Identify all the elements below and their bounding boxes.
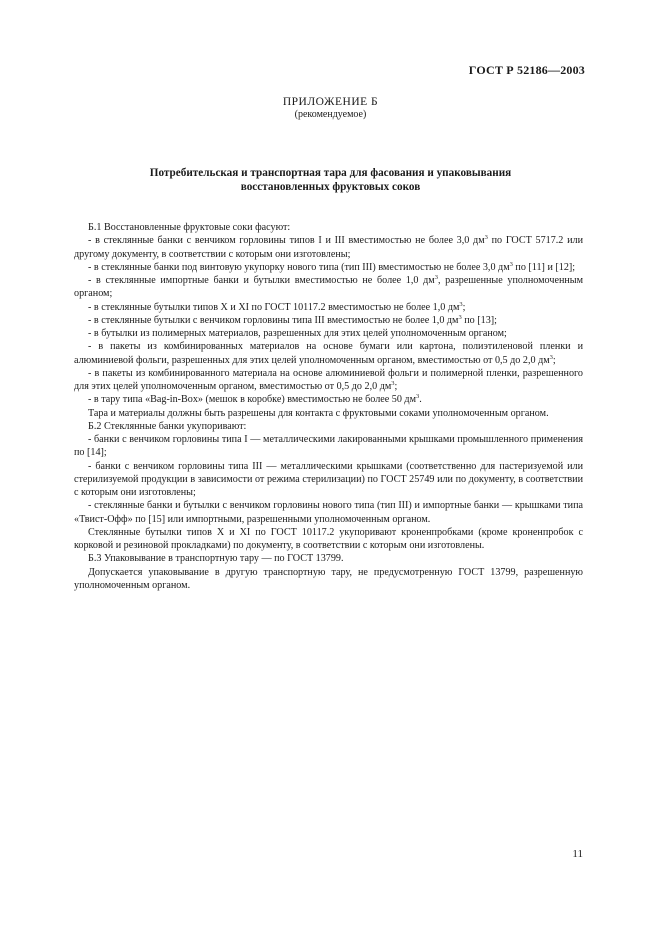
paragraph: Тара и материалы должны быть разрешены для контакта с фруктовыми соками уполномоченным органом. [88, 407, 549, 419]
paragraph: Допускается упаковывание в другую транспортную тару, не предусмотренную ГОСТ 13799, разрешенную уполномоченным органом. [74, 566, 583, 591]
document-body [74, 221, 583, 592]
section-title [0, 166, 661, 194]
paragraph: - банки с венчиком горловины типа III — металлическими крышками (соответственно для пастеризуемой или стерилизуемой продукции в зависимости от режима стерилизации) по ГОСТ 25749 или по документу, в соответствии с которым они изготовлены; [74, 460, 583, 498]
paragraph: - в пакеты из комбинированного материала на основе алюминиевой фольги и полимерной пленки, разрешенного для этих целей уполномоченным органом, вместимостью от 0,5 до 2,0 $дм^3$; [74, 367, 583, 392]
section-title-line-2: восстановленных фруктовых соков [240, 181, 421, 193]
paragraph: - в стеклянные бутылки типов X и XI по ГОСТ 10117.2 вместимостью не более 1,0 $дм^3$; [88, 300, 466, 313]
paragraph: Стеклянные бутылки типов X и XI по ГОСТ 10117.2 укупоривают кроненпробками (кроме кроненпробок с корковой и резиновой прокладками) по документу, в соответствии с которым они изготовлены. [74, 526, 583, 551]
paragraph: Б.2 Стеклянные банки укупоривают: [88, 420, 247, 432]
paragraph: - в стеклянные банки с венчиком горловины типов I и III вместимостью не более 3,0 $дм^3$ по ГОСТ 5717.2 или другому документу, в соответствии с которым они изготовлены; [74, 234, 583, 260]
paragraph: Б.1 Восстановленные фруктовые соки фасуют: [88, 222, 291, 233]
appendix-title: ПРИЛОЖЕНИЕ Б [282, 96, 379, 108]
document-id-header: ГОСТ Р 52186—2003 [468, 63, 585, 77]
section-title-line-1: Потребительская и транспортная тара для фасования и упаковывания [149, 167, 512, 179]
appendix-heading [0, 96, 661, 121]
paragraph: - банки с венчиком горловины типа I — металлическими лакированными крышками промышленного применения по [14]; [74, 434, 583, 459]
paragraph: - в стеклянные банки под винтовую укупорку нового типа (тип III) вместимостью не более 3,0 $дм^3$ по [11] и [12]; [88, 260, 576, 273]
paragraph: - стеклянные банки и бутылки с венчиком горловины нового типа (тип III) и импортные банки — крышками типа «Твист-Офф» по [15] или импортными, разрешенными уполномоченным органом. [74, 500, 583, 525]
paragraph: - в бутылки из полимерных материалов, разрешенных для этих целей уполномоченным органом; [88, 328, 507, 339]
paragraph: - в стеклянные импортные банки и бутылки вместимостью не более 1,0 $дм^3$, разрешенные уполномоченным органом; [74, 274, 583, 300]
page-number: 11 [572, 848, 583, 860]
paragraph: - в тару типа «Bag-in-Box» (мешок в коробке) вместимостью не более 50 $дм^3$. [88, 393, 422, 406]
appendix-subtitle: (рекомендуемое) [294, 109, 367, 120]
paragraph: - в стеклянные бутылки с венчиком горловины типа III вместимостью не более 1,0 $дм^3$ по [13]; [88, 313, 497, 326]
paragraph: Б.3 Упаковывание в транспортную тару — по ГОСТ 13799. [88, 553, 344, 565]
paragraph: - в пакеты из комбинированных материалов на основе бумаги или картона, полиэтиленовой пленки и алюминиевой фольги, разрешенных для этих целей уполномоченным органом, вместимостью от 0,5 до 2,0 $дм^3$; [74, 341, 583, 366]
